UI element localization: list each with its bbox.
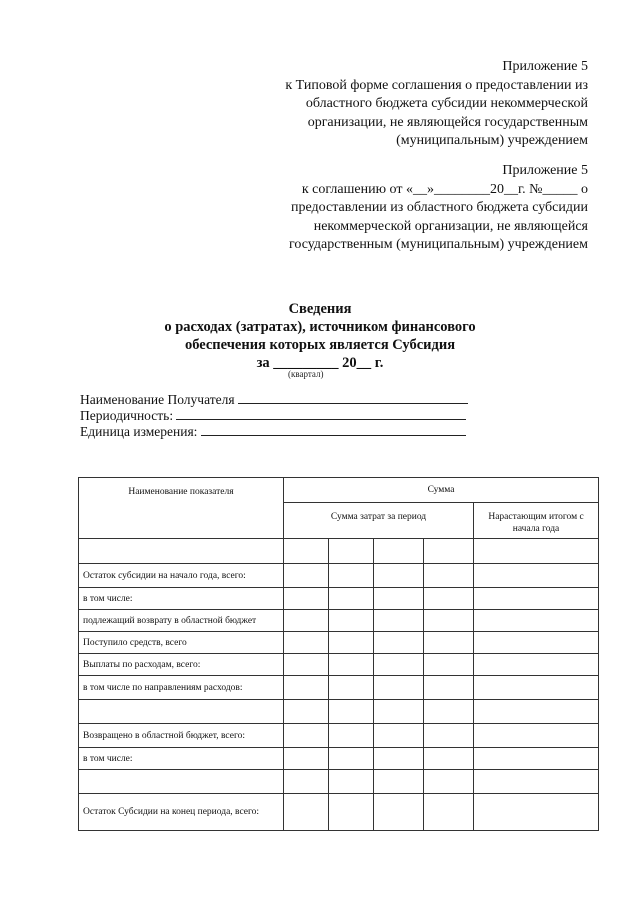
recipient-field-row bbox=[80, 392, 468, 408]
row-label: в том числе: bbox=[79, 748, 284, 770]
expenses-table bbox=[78, 477, 599, 831]
period-value-cell bbox=[284, 564, 329, 588]
period-value-cell bbox=[284, 654, 329, 676]
table-row bbox=[79, 770, 599, 794]
unit-line bbox=[201, 424, 466, 436]
table-row bbox=[79, 564, 599, 588]
period-value-cell bbox=[329, 654, 374, 676]
appendix-line: предоставлении из областного бюджета субсидии bbox=[290, 200, 588, 215]
title-line: Сведения bbox=[288, 301, 352, 317]
cumulative-value-cell bbox=[474, 724, 599, 748]
period-value-cell bbox=[424, 700, 474, 724]
appendix-line: к соглашению от «__»________20__г. №_____ о bbox=[301, 181, 588, 197]
period-value-cell bbox=[284, 700, 329, 724]
period-value-cell bbox=[329, 748, 374, 770]
period-value-cell bbox=[374, 588, 424, 610]
row-label bbox=[79, 539, 284, 564]
period-value-cell bbox=[284, 632, 329, 654]
period-value-cell bbox=[374, 654, 424, 676]
period-value-cell bbox=[424, 724, 474, 748]
periodicity-field-row bbox=[80, 408, 468, 424]
period-value-cell bbox=[329, 676, 374, 700]
title-period-line: за _________ 20__ г. bbox=[256, 355, 384, 371]
appendix-header-agreement bbox=[289, 162, 588, 255]
period-value-cell bbox=[374, 794, 424, 831]
period-value-cell bbox=[284, 748, 329, 770]
period-value-cell bbox=[424, 748, 474, 770]
period-value-cell bbox=[329, 564, 374, 588]
cumulative-value-cell bbox=[474, 748, 599, 770]
appendix-line: (муниципальным) учреждением bbox=[396, 133, 588, 148]
appendix-line: областного бюджета субсидии некоммерческой bbox=[305, 96, 588, 111]
table-row bbox=[79, 610, 599, 632]
recipient-label: Наименование Получателя bbox=[80, 392, 235, 407]
period-value-cell bbox=[284, 588, 329, 610]
appendix-header-typical-form bbox=[285, 58, 588, 151]
cumulative-value-cell bbox=[474, 564, 599, 588]
header-period-sum: Сумма затрат за период bbox=[284, 503, 474, 539]
period-value-cell bbox=[329, 610, 374, 632]
row-label: Выплаты по расходам, всего: bbox=[79, 654, 284, 676]
period-note: (квартал) bbox=[288, 369, 324, 379]
document-title bbox=[0, 300, 640, 372]
period-value-cell bbox=[329, 588, 374, 610]
period-value-cell bbox=[374, 539, 424, 564]
cumulative-value-cell bbox=[474, 632, 599, 654]
appendix-line: к Типовой форме соглашения о предоставлении из bbox=[285, 77, 588, 93]
period-value-cell bbox=[424, 588, 474, 610]
period-value-cell bbox=[374, 564, 424, 588]
cumulative-value-cell bbox=[474, 588, 599, 610]
period-value-cell bbox=[329, 700, 374, 724]
row-label: в том числе: bbox=[79, 588, 284, 610]
table-row bbox=[79, 700, 599, 724]
cumulative-value-cell bbox=[474, 610, 599, 632]
period-value-cell bbox=[424, 654, 474, 676]
period-value-cell bbox=[329, 539, 374, 564]
period-value-cell bbox=[329, 724, 374, 748]
period-value-cell bbox=[424, 564, 474, 588]
table-row bbox=[79, 539, 599, 564]
row-label: Возвращено в областной бюджет, всего: bbox=[79, 724, 284, 748]
table-row bbox=[79, 588, 599, 610]
period-value-cell bbox=[374, 676, 424, 700]
appendix-line: Приложение 5 bbox=[502, 59, 588, 74]
table-row bbox=[79, 724, 599, 748]
title-line: обеспечения которых является Субсидия bbox=[184, 337, 456, 353]
cumulative-value-cell bbox=[474, 676, 599, 700]
recipient-line bbox=[238, 392, 468, 404]
row-label: подлежащий возврату в областной бюджет bbox=[79, 610, 284, 632]
period-value-cell bbox=[374, 724, 424, 748]
cumulative-value-cell bbox=[474, 794, 599, 831]
appendix-line: Приложение 5 bbox=[502, 163, 588, 178]
period-value-cell bbox=[424, 610, 474, 632]
periodicity-label: Периодичность: bbox=[80, 408, 174, 423]
period-value-cell bbox=[374, 770, 424, 794]
period-value-cell bbox=[329, 770, 374, 794]
header-fields bbox=[80, 392, 468, 440]
cumulative-value-cell bbox=[474, 700, 599, 724]
cumulative-value-cell bbox=[474, 654, 599, 676]
period-value-cell bbox=[284, 770, 329, 794]
appendix-line: государственным (муниципальным) учреждением bbox=[289, 237, 588, 252]
period-value-cell bbox=[374, 700, 424, 724]
header-cumulative: Нарастающим итогом с начала года bbox=[474, 503, 599, 539]
cumulative-value-cell bbox=[474, 770, 599, 794]
period-value-cell bbox=[424, 770, 474, 794]
period-value-cell bbox=[329, 632, 374, 654]
period-value-cell bbox=[284, 794, 329, 831]
header-sum: Сумма bbox=[284, 478, 599, 503]
period-value-cell bbox=[284, 610, 329, 632]
period-value-cell bbox=[424, 794, 474, 831]
cumulative-value-cell bbox=[474, 539, 599, 564]
row-label: Поступило средств, всего bbox=[79, 632, 284, 654]
unit-label: Единица измерения: bbox=[80, 424, 198, 439]
period-value-cell bbox=[284, 724, 329, 748]
row-label: в том числе по направлениям расходов: bbox=[79, 676, 284, 700]
appendix-line: некоммерческой организации, не являющейся bbox=[313, 218, 588, 234]
unit-field-row bbox=[80, 424, 468, 440]
period-value-cell bbox=[374, 632, 424, 654]
table-row bbox=[79, 676, 599, 700]
period-value-cell bbox=[374, 748, 424, 770]
appendix-line: организации, не являющейся государственным bbox=[307, 114, 588, 130]
header-indicator: Наименование показателя bbox=[79, 478, 284, 539]
table-row bbox=[79, 794, 599, 831]
period-value-cell bbox=[424, 676, 474, 700]
period-value-cell bbox=[284, 539, 329, 564]
row-label: Остаток субсидии на начало года, всего: bbox=[79, 564, 284, 588]
table-row bbox=[79, 632, 599, 654]
period-value-cell bbox=[374, 610, 424, 632]
periodicity-line bbox=[176, 408, 466, 420]
period-value-cell bbox=[284, 676, 329, 700]
period-value-cell bbox=[329, 794, 374, 831]
table-row bbox=[79, 748, 599, 770]
title-line: о расходах (затратах), источником финансового bbox=[164, 319, 476, 335]
period-value-cell bbox=[424, 632, 474, 654]
table-row bbox=[79, 654, 599, 676]
row-label bbox=[79, 700, 284, 724]
row-label: Остаток Субсидии на конец периода, всего: bbox=[79, 794, 284, 831]
row-label bbox=[79, 770, 284, 794]
period-value-cell bbox=[424, 539, 474, 564]
